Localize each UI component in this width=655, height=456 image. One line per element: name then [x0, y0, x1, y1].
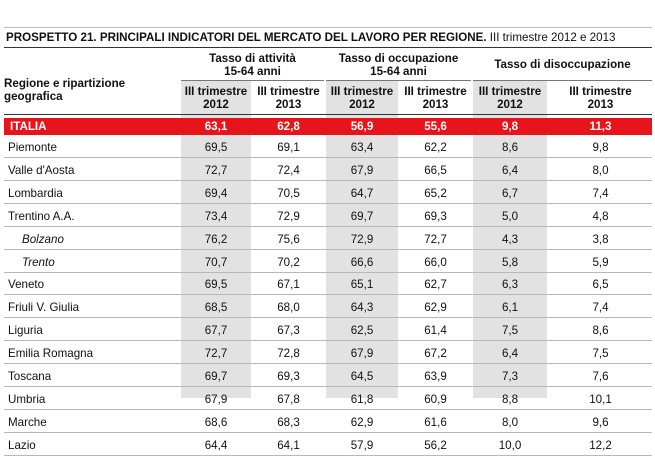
- subheader-activity-2012: [181, 85, 251, 111]
- cell-value: 61,6: [424, 415, 447, 429]
- cell-value: 6,3: [501, 278, 519, 292]
- cell-value: 67,9: [350, 163, 374, 177]
- table-row: [4, 320, 652, 341]
- cell-value: 68,0: [277, 301, 300, 315]
- cell-value: 70,7: [204, 255, 228, 269]
- header-group-activity-line1: Tasso di attività: [209, 52, 296, 65]
- cell-value: 6,4: [501, 163, 519, 177]
- table-row: [4, 389, 652, 410]
- subheader-period: III trimestre: [569, 85, 632, 98]
- subheader-period: III trimestre: [404, 85, 467, 98]
- cell-value: 5,8: [501, 255, 519, 269]
- row-label: Veneto: [8, 278, 45, 292]
- cell-value: 67,7: [204, 324, 228, 338]
- subheader-year: 2013: [275, 98, 302, 111]
- cell-value: 7,5: [501, 324, 519, 338]
- cell-value: 56,9: [350, 120, 374, 133]
- cell-value: 72,7: [204, 163, 228, 177]
- cell-value: 61,8: [350, 392, 374, 406]
- cell-value: 62,7: [424, 278, 447, 292]
- subheader-employment-2013: [400, 85, 471, 111]
- cell-value: 65,2: [424, 186, 447, 200]
- table-row: [4, 137, 652, 158]
- header-group-activity: [181, 52, 324, 78]
- cell-value: 10,1: [589, 392, 612, 406]
- cell-value: 6,4: [501, 347, 519, 361]
- cell-value: 69,3: [424, 209, 447, 223]
- cell-value: 68,3: [277, 415, 300, 429]
- row-label: Emilia Romagna: [8, 347, 94, 361]
- row-label: Lombardia: [8, 186, 63, 200]
- cell-value: 62,5: [350, 324, 374, 338]
- cell-value: 72,7: [204, 347, 228, 361]
- cell-value: 69,7: [204, 370, 228, 383]
- cell-value: 67,2: [424, 347, 447, 361]
- subheader-unemployment-2013: [549, 85, 652, 111]
- cell-value: 63,9: [424, 370, 447, 383]
- cell-value: 72,9: [350, 232, 374, 246]
- subheader-period: III trimestre: [257, 85, 320, 98]
- cell-value: 67,9: [350, 347, 374, 361]
- header-group-employment: [326, 52, 471, 78]
- header-group-unemployment: [473, 58, 652, 71]
- subheader-period: III trimestre: [478, 85, 542, 98]
- subheader-activity-2013: [253, 85, 324, 111]
- cell-value: 68,5: [204, 301, 228, 315]
- table-row: [4, 274, 652, 295]
- row-label: Marche: [8, 415, 47, 429]
- header-group-activity-line2: 15-64 anni: [224, 65, 281, 78]
- cell-value: 66,6: [350, 255, 374, 269]
- cell-value: 69,3: [277, 370, 300, 383]
- row-label: Friuli V. Giulia: [8, 301, 80, 315]
- row-label: Trento: [22, 255, 55, 269]
- cell-value: 68,6: [204, 415, 228, 429]
- row-label: Trentino A.A.: [8, 209, 75, 223]
- subheader-period: III trimestre: [330, 85, 394, 98]
- row-label: Lazio: [8, 438, 36, 452]
- cell-value: 66,5: [424, 163, 447, 177]
- cell-value: 8,6: [501, 141, 519, 154]
- subheader-year: 2013: [587, 98, 614, 111]
- subheader-employment-2012: [326, 85, 398, 111]
- group-rule-unemployment: [473, 80, 652, 81]
- cell-value: 62,9: [350, 415, 374, 429]
- subheader-period: III trimestre: [184, 85, 248, 98]
- cell-value: 9,8: [592, 141, 609, 154]
- row-label: Valle d'Aosta: [8, 163, 75, 177]
- cell-value: 5,9: [592, 255, 609, 269]
- cell-value: 72,4: [277, 163, 300, 177]
- top-rule: [4, 27, 652, 28]
- cell-value: 7,4: [592, 186, 609, 200]
- row-label: Piemonte: [8, 141, 57, 154]
- subheader-unemployment-2012: [473, 85, 547, 111]
- cell-value: 12,2: [589, 438, 612, 452]
- cell-value: 7,6: [592, 370, 609, 383]
- cell-value: 63,1: [204, 120, 228, 133]
- cell-value: 8,0: [592, 163, 609, 177]
- cell-value: 73,4: [204, 209, 228, 223]
- cell-value: 7,4: [592, 301, 609, 315]
- row-label: Toscana: [8, 370, 52, 383]
- header-group-employment-line1: Tasso di occupazione: [338, 52, 459, 65]
- table-row: [4, 160, 652, 181]
- cell-value: 11,3: [589, 120, 612, 133]
- subheader-year: 2012: [349, 98, 375, 111]
- table-row: [4, 183, 652, 204]
- subheader-year: 2012: [497, 98, 523, 111]
- cell-value: 75,6: [277, 232, 300, 246]
- cell-value: 64,5: [350, 370, 374, 383]
- cell-value: 61,4: [424, 324, 447, 338]
- cell-value: 69,5: [204, 278, 228, 292]
- cell-value: 60,9: [424, 392, 447, 406]
- row-label: Liguria: [8, 324, 43, 338]
- subheader-year: 2012: [203, 98, 229, 111]
- cell-value: 76,2: [204, 232, 228, 246]
- cell-value: 7,5: [592, 347, 609, 361]
- header-group-employment-line2: 15-64 anni: [370, 65, 427, 78]
- cell-value: 69,4: [204, 186, 228, 200]
- cell-value: 63,4: [350, 141, 374, 154]
- table-row: [4, 297, 652, 318]
- cell-value: 4,8: [592, 209, 609, 223]
- cell-value: 55,6: [424, 120, 447, 133]
- table-row: [4, 206, 652, 227]
- cell-value: 64,3: [350, 301, 374, 315]
- table-row: [4, 343, 652, 364]
- subheader-year: 2013: [422, 98, 449, 111]
- cell-value: 57,9: [350, 438, 374, 452]
- header-group-unemployment-line1: Tasso di disoccupazione: [494, 58, 631, 71]
- cell-value: 69,1: [277, 141, 300, 154]
- table-row: [4, 366, 652, 387]
- table-row-italia: [4, 118, 652, 135]
- cell-value: 65,1: [350, 278, 374, 292]
- table-row: [4, 229, 652, 250]
- table-title: [6, 31, 615, 44]
- cell-value: 67,8: [277, 392, 300, 406]
- table-row: [4, 435, 652, 456]
- cell-value: 67,3: [277, 324, 300, 338]
- cell-value: 64,1: [277, 438, 300, 452]
- cell-value: 67,1: [277, 278, 300, 292]
- cell-value: 72,7: [424, 232, 447, 246]
- table-title-main: PROSPETTO 21. PRINCIPALI INDICATORI DEL MERCATO DEL LAVORO PER REGIONE.: [6, 31, 487, 44]
- cell-value: 9,8: [501, 120, 519, 133]
- cell-value: 6,7: [501, 186, 519, 200]
- cell-value: 62,9: [424, 301, 447, 315]
- table-title-period: III trimestre 2012 e 2013: [489, 31, 616, 44]
- table-row: [4, 412, 652, 433]
- cell-value: 3,8: [592, 232, 609, 246]
- cell-value: 6,1: [501, 301, 519, 315]
- group-rule-employment: [326, 80, 471, 81]
- cell-value: 62,8: [277, 120, 300, 133]
- cell-value: 56,2: [424, 438, 447, 452]
- cell-value: 8,6: [592, 324, 609, 338]
- header-rule: [4, 114, 652, 115]
- cell-value: 10,0: [498, 438, 522, 452]
- cell-value: 72,9: [277, 209, 300, 223]
- cell-value: 8,0: [501, 415, 519, 429]
- cell-value: 67,9: [204, 392, 228, 406]
- row-label: Umbria: [8, 392, 46, 406]
- cell-value: 64,4: [204, 438, 228, 452]
- cell-value: 8,8: [501, 392, 519, 406]
- cell-value: 70,2: [277, 255, 300, 269]
- row-label: Bolzano: [22, 232, 64, 246]
- title-rule: [4, 47, 652, 48]
- cell-value: 72,8: [277, 347, 300, 361]
- cell-value: 62,2: [424, 141, 447, 154]
- cell-value: 66,0: [424, 255, 447, 269]
- cell-value: 70,5: [277, 186, 300, 200]
- group-rule-activity: [181, 80, 324, 81]
- cell-value: 4,3: [501, 232, 519, 246]
- cell-value: 6,5: [592, 278, 609, 292]
- cell-value: 9,6: [592, 415, 609, 429]
- row-label: ITALIA: [10, 120, 47, 133]
- cell-value: 69,5: [204, 141, 228, 154]
- cell-value: 7,3: [501, 370, 519, 383]
- cell-value: 69,7: [350, 209, 374, 223]
- table-row: [4, 252, 652, 273]
- cell-value: 64,7: [350, 186, 374, 200]
- header-region: Regione e ripartizione geografica: [4, 77, 126, 103]
- cell-value: 5,0: [501, 209, 519, 223]
